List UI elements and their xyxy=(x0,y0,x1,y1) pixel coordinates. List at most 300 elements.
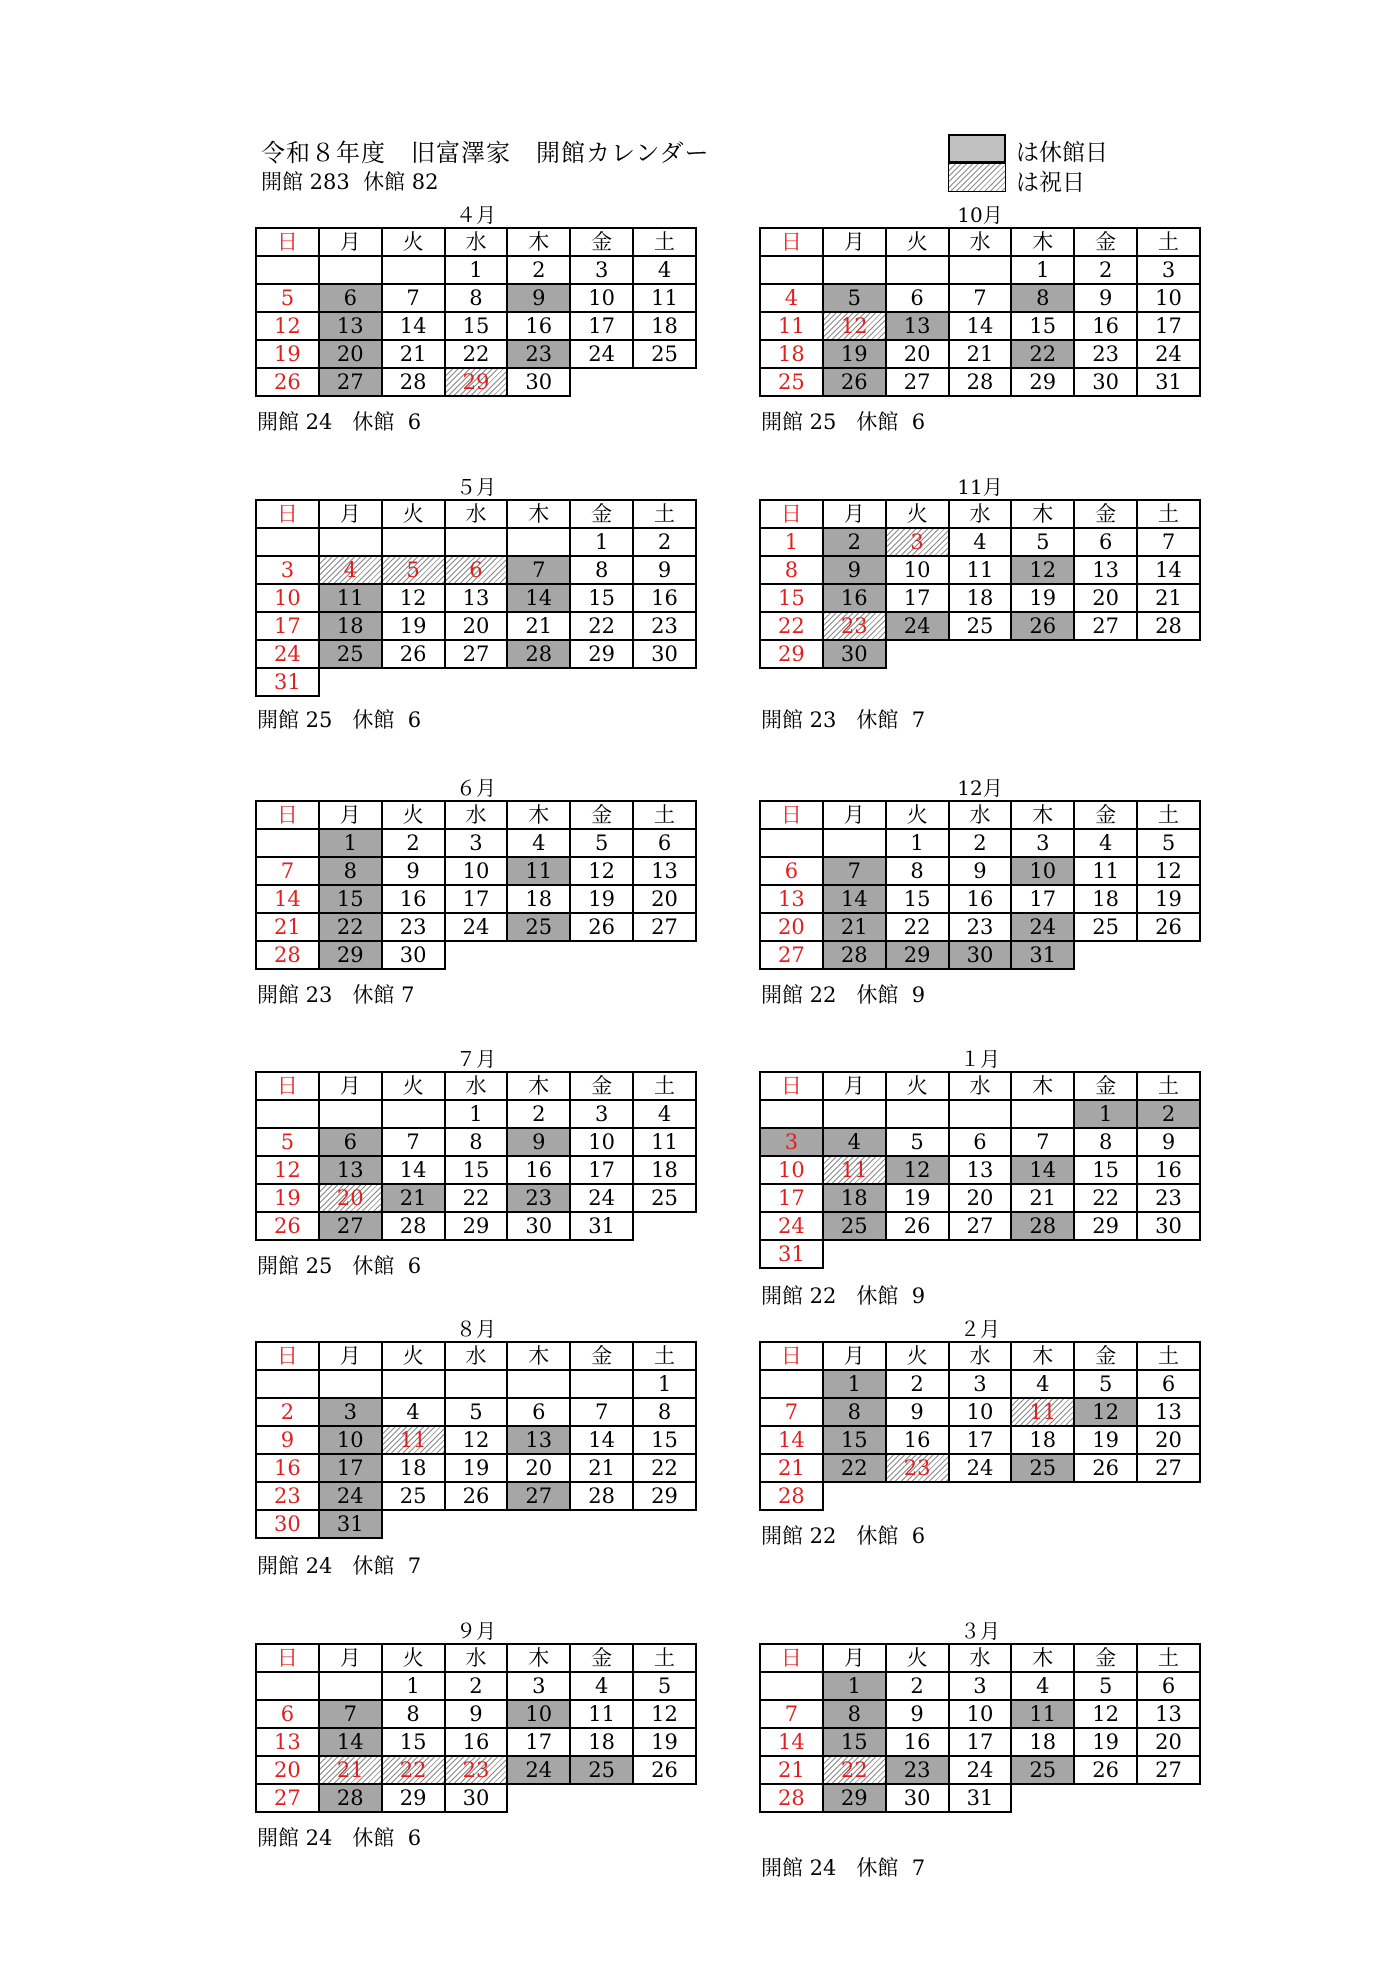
weekday-header: 日 xyxy=(256,1342,319,1370)
day-cell: 9 xyxy=(1074,284,1137,312)
week-row xyxy=(760,1212,1200,1240)
empty-cell xyxy=(319,668,382,696)
empty-cell xyxy=(949,1100,1012,1128)
day-cell: 6 xyxy=(1137,1370,1200,1398)
weekday-header-row xyxy=(256,1644,696,1672)
month-totals: 開館 24 休館 6 xyxy=(257,1826,422,1850)
week-row xyxy=(256,668,696,696)
day-cell: 30 xyxy=(1074,368,1137,396)
empty-cell xyxy=(949,640,1012,668)
day-cell: 4 xyxy=(633,1100,696,1128)
day-cell: 21 xyxy=(949,340,1012,368)
day-cell: 23 xyxy=(1074,340,1137,368)
day-cell: 23 xyxy=(886,1454,949,1482)
day-cell: 5 xyxy=(886,1128,949,1156)
empty-cell xyxy=(760,256,823,284)
day-cell: 1 xyxy=(1074,1100,1137,1128)
week-row xyxy=(256,1482,696,1510)
month-label: ８月 xyxy=(456,1317,496,1341)
day-cell: 17 xyxy=(507,1728,570,1756)
day-cell: 9 xyxy=(445,1700,508,1728)
week-row xyxy=(760,1184,1200,1212)
day-cell: 6 xyxy=(760,857,823,885)
week-row xyxy=(256,368,696,396)
day-cell: 29 xyxy=(886,941,949,969)
week-row xyxy=(760,1156,1200,1184)
day-cell: 11 xyxy=(319,584,382,612)
month-calendar xyxy=(759,776,1201,970)
day-cell: 22 xyxy=(382,1756,445,1784)
day-cell: 7 xyxy=(760,1398,823,1426)
month-totals: 開館 24 休館 6 xyxy=(257,410,422,434)
day-cell: 11 xyxy=(633,284,696,312)
day-cell: 13 xyxy=(949,1156,1012,1184)
empty-cell xyxy=(319,256,382,284)
day-cell: 29 xyxy=(382,1784,445,1812)
empty-cell xyxy=(445,1370,508,1398)
day-cell: 14 xyxy=(256,885,319,913)
empty-cell xyxy=(382,256,445,284)
month-calendar xyxy=(255,1317,697,1539)
day-cell: 15 xyxy=(382,1728,445,1756)
day-cell: 16 xyxy=(949,885,1012,913)
day-cell: 8 xyxy=(886,857,949,885)
day-cell: 16 xyxy=(886,1728,949,1756)
empty-cell xyxy=(633,1784,696,1812)
day-cell: 6 xyxy=(886,284,949,312)
day-cell: 7 xyxy=(760,1700,823,1728)
week-row xyxy=(256,1756,696,1784)
empty-cell xyxy=(256,1370,319,1398)
weekday-header-row xyxy=(760,1072,1200,1100)
weekday-header: 日 xyxy=(256,1072,319,1100)
day-cell: 6 xyxy=(949,1128,1012,1156)
week-row xyxy=(760,1700,1200,1728)
day-cell: 25 xyxy=(823,1212,886,1240)
month-calendar xyxy=(759,1317,1201,1511)
week-row xyxy=(760,528,1200,556)
empty-cell xyxy=(823,829,886,857)
day-cell: 10 xyxy=(507,1700,570,1728)
day-cell: 12 xyxy=(382,584,445,612)
day-cell: 12 xyxy=(1074,1700,1137,1728)
day-cell: 7 xyxy=(382,1128,445,1156)
day-cell: 23 xyxy=(949,913,1012,941)
weekday-header-row xyxy=(760,1644,1200,1672)
day-cell: 26 xyxy=(1137,913,1200,941)
day-cell: 4 xyxy=(760,284,823,312)
empty-cell xyxy=(382,1510,445,1538)
week-row xyxy=(760,885,1200,913)
day-cell: 3 xyxy=(949,1370,1012,1398)
day-cell: 7 xyxy=(823,857,886,885)
day-cell: 26 xyxy=(886,1212,949,1240)
weekday-header-row xyxy=(760,228,1200,256)
day-cell: 25 xyxy=(507,913,570,941)
day-cell: 17 xyxy=(1011,885,1074,913)
week-row xyxy=(256,1728,696,1756)
day-cell: 27 xyxy=(949,1212,1012,1240)
week-row xyxy=(760,1728,1200,1756)
day-cell: 9 xyxy=(382,857,445,885)
weekday-header: 火 xyxy=(382,801,445,829)
day-cell: 25 xyxy=(633,340,696,368)
day-cell: 4 xyxy=(823,1128,886,1156)
month-totals: 開館 25 休館 6 xyxy=(257,1254,422,1278)
day-cell: 5 xyxy=(823,284,886,312)
week-row xyxy=(256,1672,696,1700)
weekday-header-row xyxy=(256,801,696,829)
day-cell: 24 xyxy=(1011,913,1074,941)
day-cell: 21 xyxy=(823,913,886,941)
empty-cell xyxy=(886,256,949,284)
day-cell: 18 xyxy=(507,885,570,913)
day-cell: 5 xyxy=(1074,1672,1137,1700)
day-cell: 2 xyxy=(256,1398,319,1426)
day-cell: 3 xyxy=(1011,829,1074,857)
day-cell: 20 xyxy=(256,1756,319,1784)
day-cell: 2 xyxy=(886,1370,949,1398)
day-cell: 14 xyxy=(760,1728,823,1756)
month-label: ６月 xyxy=(456,776,496,800)
weekday-header: 月 xyxy=(823,801,886,829)
day-cell: 4 xyxy=(1074,829,1137,857)
month-table xyxy=(759,227,1201,397)
day-cell: 22 xyxy=(823,1756,886,1784)
day-cell: 19 xyxy=(570,885,633,913)
day-cell: 8 xyxy=(1074,1128,1137,1156)
day-cell: 26 xyxy=(382,640,445,668)
day-cell: 2 xyxy=(445,1672,508,1700)
day-cell: 27 xyxy=(1137,1756,1200,1784)
week-row xyxy=(760,1240,1200,1268)
day-cell: 3 xyxy=(507,1672,570,1700)
day-cell: 29 xyxy=(633,1482,696,1510)
day-cell: 31 xyxy=(1137,368,1200,396)
week-row xyxy=(760,1426,1200,1454)
week-row xyxy=(256,1212,696,1240)
week-row xyxy=(760,1784,1200,1812)
weekday-header: 金 xyxy=(1074,1644,1137,1672)
day-cell: 8 xyxy=(823,1700,886,1728)
day-cell: 1 xyxy=(570,528,633,556)
weekday-header: 金 xyxy=(1074,1072,1137,1100)
month-label: 10月 xyxy=(957,203,1003,227)
day-cell: 28 xyxy=(319,1784,382,1812)
month-table xyxy=(759,800,1201,970)
day-cell: 6 xyxy=(445,556,508,584)
day-cell: 23 xyxy=(507,340,570,368)
day-cell: 27 xyxy=(886,368,949,396)
week-row xyxy=(760,1100,1200,1128)
weekday-header: 月 xyxy=(823,1342,886,1370)
weekday-header: 金 xyxy=(570,1644,633,1672)
weekday-header: 金 xyxy=(570,1342,633,1370)
empty-cell xyxy=(760,1370,823,1398)
month-totals: 開館 23 休館 7 xyxy=(257,983,415,1007)
weekday-header: 木 xyxy=(1011,801,1074,829)
week-row xyxy=(760,612,1200,640)
empty-cell xyxy=(823,256,886,284)
month-table xyxy=(759,1643,1201,1813)
day-cell: 13 xyxy=(256,1728,319,1756)
day-cell: 22 xyxy=(570,612,633,640)
day-cell: 18 xyxy=(823,1184,886,1212)
weekday-header: 土 xyxy=(1137,1072,1200,1100)
day-cell: 30 xyxy=(256,1510,319,1538)
week-row xyxy=(256,1700,696,1728)
day-cell: 1 xyxy=(319,829,382,857)
weekday-header: 月 xyxy=(823,228,886,256)
day-cell: 27 xyxy=(256,1784,319,1812)
day-cell: 15 xyxy=(886,885,949,913)
day-cell: 22 xyxy=(319,913,382,941)
weekday-header-row xyxy=(256,1072,696,1100)
day-cell: 7 xyxy=(319,1700,382,1728)
day-cell: 16 xyxy=(445,1728,508,1756)
empty-cell xyxy=(1137,1482,1200,1510)
day-cell: 24 xyxy=(445,913,508,941)
day-cell: 21 xyxy=(256,913,319,941)
day-cell: 7 xyxy=(256,857,319,885)
day-cell: 28 xyxy=(382,368,445,396)
day-cell: 26 xyxy=(570,913,633,941)
weekday-header: 火 xyxy=(886,228,949,256)
day-cell: 9 xyxy=(823,556,886,584)
empty-cell xyxy=(319,1370,382,1398)
day-cell: 10 xyxy=(1137,284,1200,312)
weekday-header: 月 xyxy=(823,1644,886,1672)
month-table xyxy=(759,499,1201,669)
day-cell: 22 xyxy=(445,340,508,368)
weekday-header: 土 xyxy=(633,1072,696,1100)
day-cell: 9 xyxy=(507,284,570,312)
day-cell: 23 xyxy=(633,612,696,640)
month-totals: 開館 22 休館 6 xyxy=(761,1524,926,1548)
empty-cell xyxy=(1011,1100,1074,1128)
day-cell: 12 xyxy=(256,1156,319,1184)
empty-cell xyxy=(570,1510,633,1538)
weekday-header: 火 xyxy=(382,1644,445,1672)
day-cell: 21 xyxy=(382,1184,445,1212)
day-cell: 6 xyxy=(1137,1672,1200,1700)
day-cell: 22 xyxy=(1011,340,1074,368)
day-cell: 13 xyxy=(507,1426,570,1454)
weekday-header: 木 xyxy=(1011,1072,1074,1100)
legend-holiday-swatch xyxy=(948,163,1006,192)
day-cell: 4 xyxy=(570,1672,633,1700)
empty-cell xyxy=(256,1672,319,1700)
day-cell: 11 xyxy=(633,1128,696,1156)
day-cell: 18 xyxy=(1011,1728,1074,1756)
day-cell: 17 xyxy=(445,885,508,913)
week-row xyxy=(256,1426,696,1454)
day-cell: 19 xyxy=(382,612,445,640)
weekday-header: 月 xyxy=(823,1072,886,1100)
month-label: ７月 xyxy=(456,1047,496,1071)
day-cell: 5 xyxy=(382,556,445,584)
day-cell: 9 xyxy=(949,857,1012,885)
day-cell: 13 xyxy=(760,885,823,913)
weekday-header: 日 xyxy=(760,1072,823,1100)
empty-cell xyxy=(1074,941,1137,969)
day-cell: 22 xyxy=(633,1454,696,1482)
empty-cell xyxy=(823,1240,886,1268)
weekday-header: 水 xyxy=(949,1072,1012,1100)
day-cell: 19 xyxy=(256,340,319,368)
week-row xyxy=(760,584,1200,612)
day-cell: 7 xyxy=(382,284,445,312)
day-cell: 28 xyxy=(256,941,319,969)
day-cell: 24 xyxy=(949,1756,1012,1784)
day-cell: 16 xyxy=(823,584,886,612)
day-cell: 15 xyxy=(570,584,633,612)
day-cell: 27 xyxy=(319,368,382,396)
day-cell: 13 xyxy=(1137,1700,1200,1728)
month-label: ３月 xyxy=(960,1619,1000,1643)
empty-cell xyxy=(570,368,633,396)
day-cell: 6 xyxy=(319,284,382,312)
day-cell: 8 xyxy=(445,1128,508,1156)
day-cell: 21 xyxy=(760,1454,823,1482)
day-cell: 30 xyxy=(445,1784,508,1812)
empty-cell xyxy=(507,941,570,969)
day-cell: 19 xyxy=(886,1184,949,1212)
empty-cell xyxy=(949,1482,1012,1510)
day-cell: 24 xyxy=(570,1184,633,1212)
day-cell: 30 xyxy=(823,640,886,668)
day-cell: 30 xyxy=(886,1784,949,1812)
empty-cell xyxy=(507,528,570,556)
empty-cell xyxy=(1074,1784,1137,1812)
day-cell: 12 xyxy=(570,857,633,885)
day-cell: 3 xyxy=(1137,256,1200,284)
day-cell: 25 xyxy=(1074,913,1137,941)
empty-cell xyxy=(633,368,696,396)
weekday-header: 土 xyxy=(1137,801,1200,829)
week-row xyxy=(256,312,696,340)
week-row xyxy=(256,1784,696,1812)
month-calendar xyxy=(759,1047,1201,1269)
day-cell: 28 xyxy=(823,941,886,969)
week-row xyxy=(256,1156,696,1184)
day-cell: 1 xyxy=(886,829,949,857)
weekday-header: 木 xyxy=(507,1644,570,1672)
weekday-header: 水 xyxy=(445,228,508,256)
day-cell: 1 xyxy=(823,1672,886,1700)
weekday-header: 水 xyxy=(949,500,1012,528)
day-cell: 11 xyxy=(760,312,823,340)
day-cell: 27 xyxy=(760,941,823,969)
day-cell: 19 xyxy=(1074,1728,1137,1756)
day-cell: 26 xyxy=(256,1212,319,1240)
month-totals: 開館 23 休館 7 xyxy=(761,708,926,732)
weekday-header: 水 xyxy=(445,801,508,829)
weekday-header: 金 xyxy=(570,1072,633,1100)
day-cell: 1 xyxy=(823,1370,886,1398)
weekday-header: 火 xyxy=(886,801,949,829)
weekday-header: 火 xyxy=(886,1072,949,1100)
weekday-header: 木 xyxy=(1011,228,1074,256)
day-cell: 10 xyxy=(760,1156,823,1184)
month-calendar xyxy=(255,475,697,697)
day-cell: 5 xyxy=(1137,829,1200,857)
day-cell: 7 xyxy=(507,556,570,584)
day-cell: 24 xyxy=(319,1482,382,1510)
day-cell: 10 xyxy=(570,1128,633,1156)
weekday-header: 土 xyxy=(633,500,696,528)
weekday-header: 火 xyxy=(382,500,445,528)
day-cell: 19 xyxy=(1137,885,1200,913)
day-cell: 21 xyxy=(1137,584,1200,612)
day-cell: 14 xyxy=(1011,1156,1074,1184)
legend-closed-swatch xyxy=(948,134,1006,163)
day-cell: 18 xyxy=(570,1728,633,1756)
day-cell: 17 xyxy=(1137,312,1200,340)
month-calendar xyxy=(759,1619,1201,1813)
day-cell: 27 xyxy=(445,640,508,668)
week-row xyxy=(256,857,696,885)
day-cell: 10 xyxy=(949,1700,1012,1728)
empty-cell xyxy=(886,1482,949,1510)
weekday-header: 月 xyxy=(319,1644,382,1672)
day-cell: 19 xyxy=(633,1728,696,1756)
day-cell: 30 xyxy=(633,640,696,668)
empty-cell xyxy=(507,668,570,696)
weekday-header: 土 xyxy=(1137,1342,1200,1370)
week-row xyxy=(760,1128,1200,1156)
week-row xyxy=(256,528,696,556)
month-calendar xyxy=(255,776,697,970)
week-row xyxy=(256,913,696,941)
week-row xyxy=(256,556,696,584)
day-cell: 24 xyxy=(760,1212,823,1240)
day-cell: 10 xyxy=(319,1426,382,1454)
day-cell: 25 xyxy=(1011,1756,1074,1784)
day-cell: 13 xyxy=(633,857,696,885)
week-row xyxy=(256,284,696,312)
day-cell: 14 xyxy=(319,1728,382,1756)
day-cell: 21 xyxy=(507,612,570,640)
empty-cell xyxy=(256,256,319,284)
weekday-header: 木 xyxy=(507,1072,570,1100)
day-cell: 21 xyxy=(319,1756,382,1784)
day-cell: 1 xyxy=(633,1370,696,1398)
day-cell: 29 xyxy=(445,1212,508,1240)
week-row xyxy=(760,941,1200,969)
empty-cell xyxy=(507,1510,570,1538)
day-cell: 8 xyxy=(382,1700,445,1728)
day-cell: 18 xyxy=(1074,885,1137,913)
day-cell: 14 xyxy=(760,1426,823,1454)
day-cell: 27 xyxy=(319,1212,382,1240)
day-cell: 4 xyxy=(507,829,570,857)
day-cell: 26 xyxy=(823,368,886,396)
day-cell: 26 xyxy=(1011,612,1074,640)
day-cell: 15 xyxy=(760,584,823,612)
weekday-header: 土 xyxy=(1137,500,1200,528)
day-cell: 21 xyxy=(382,340,445,368)
day-cell: 16 xyxy=(507,1156,570,1184)
weekday-header: 日 xyxy=(760,801,823,829)
day-cell: 25 xyxy=(949,612,1012,640)
day-cell: 7 xyxy=(1011,1128,1074,1156)
day-cell: 8 xyxy=(319,857,382,885)
weekday-header: 金 xyxy=(570,801,633,829)
day-cell: 5 xyxy=(570,829,633,857)
week-row xyxy=(256,1454,696,1482)
empty-cell xyxy=(760,1100,823,1128)
